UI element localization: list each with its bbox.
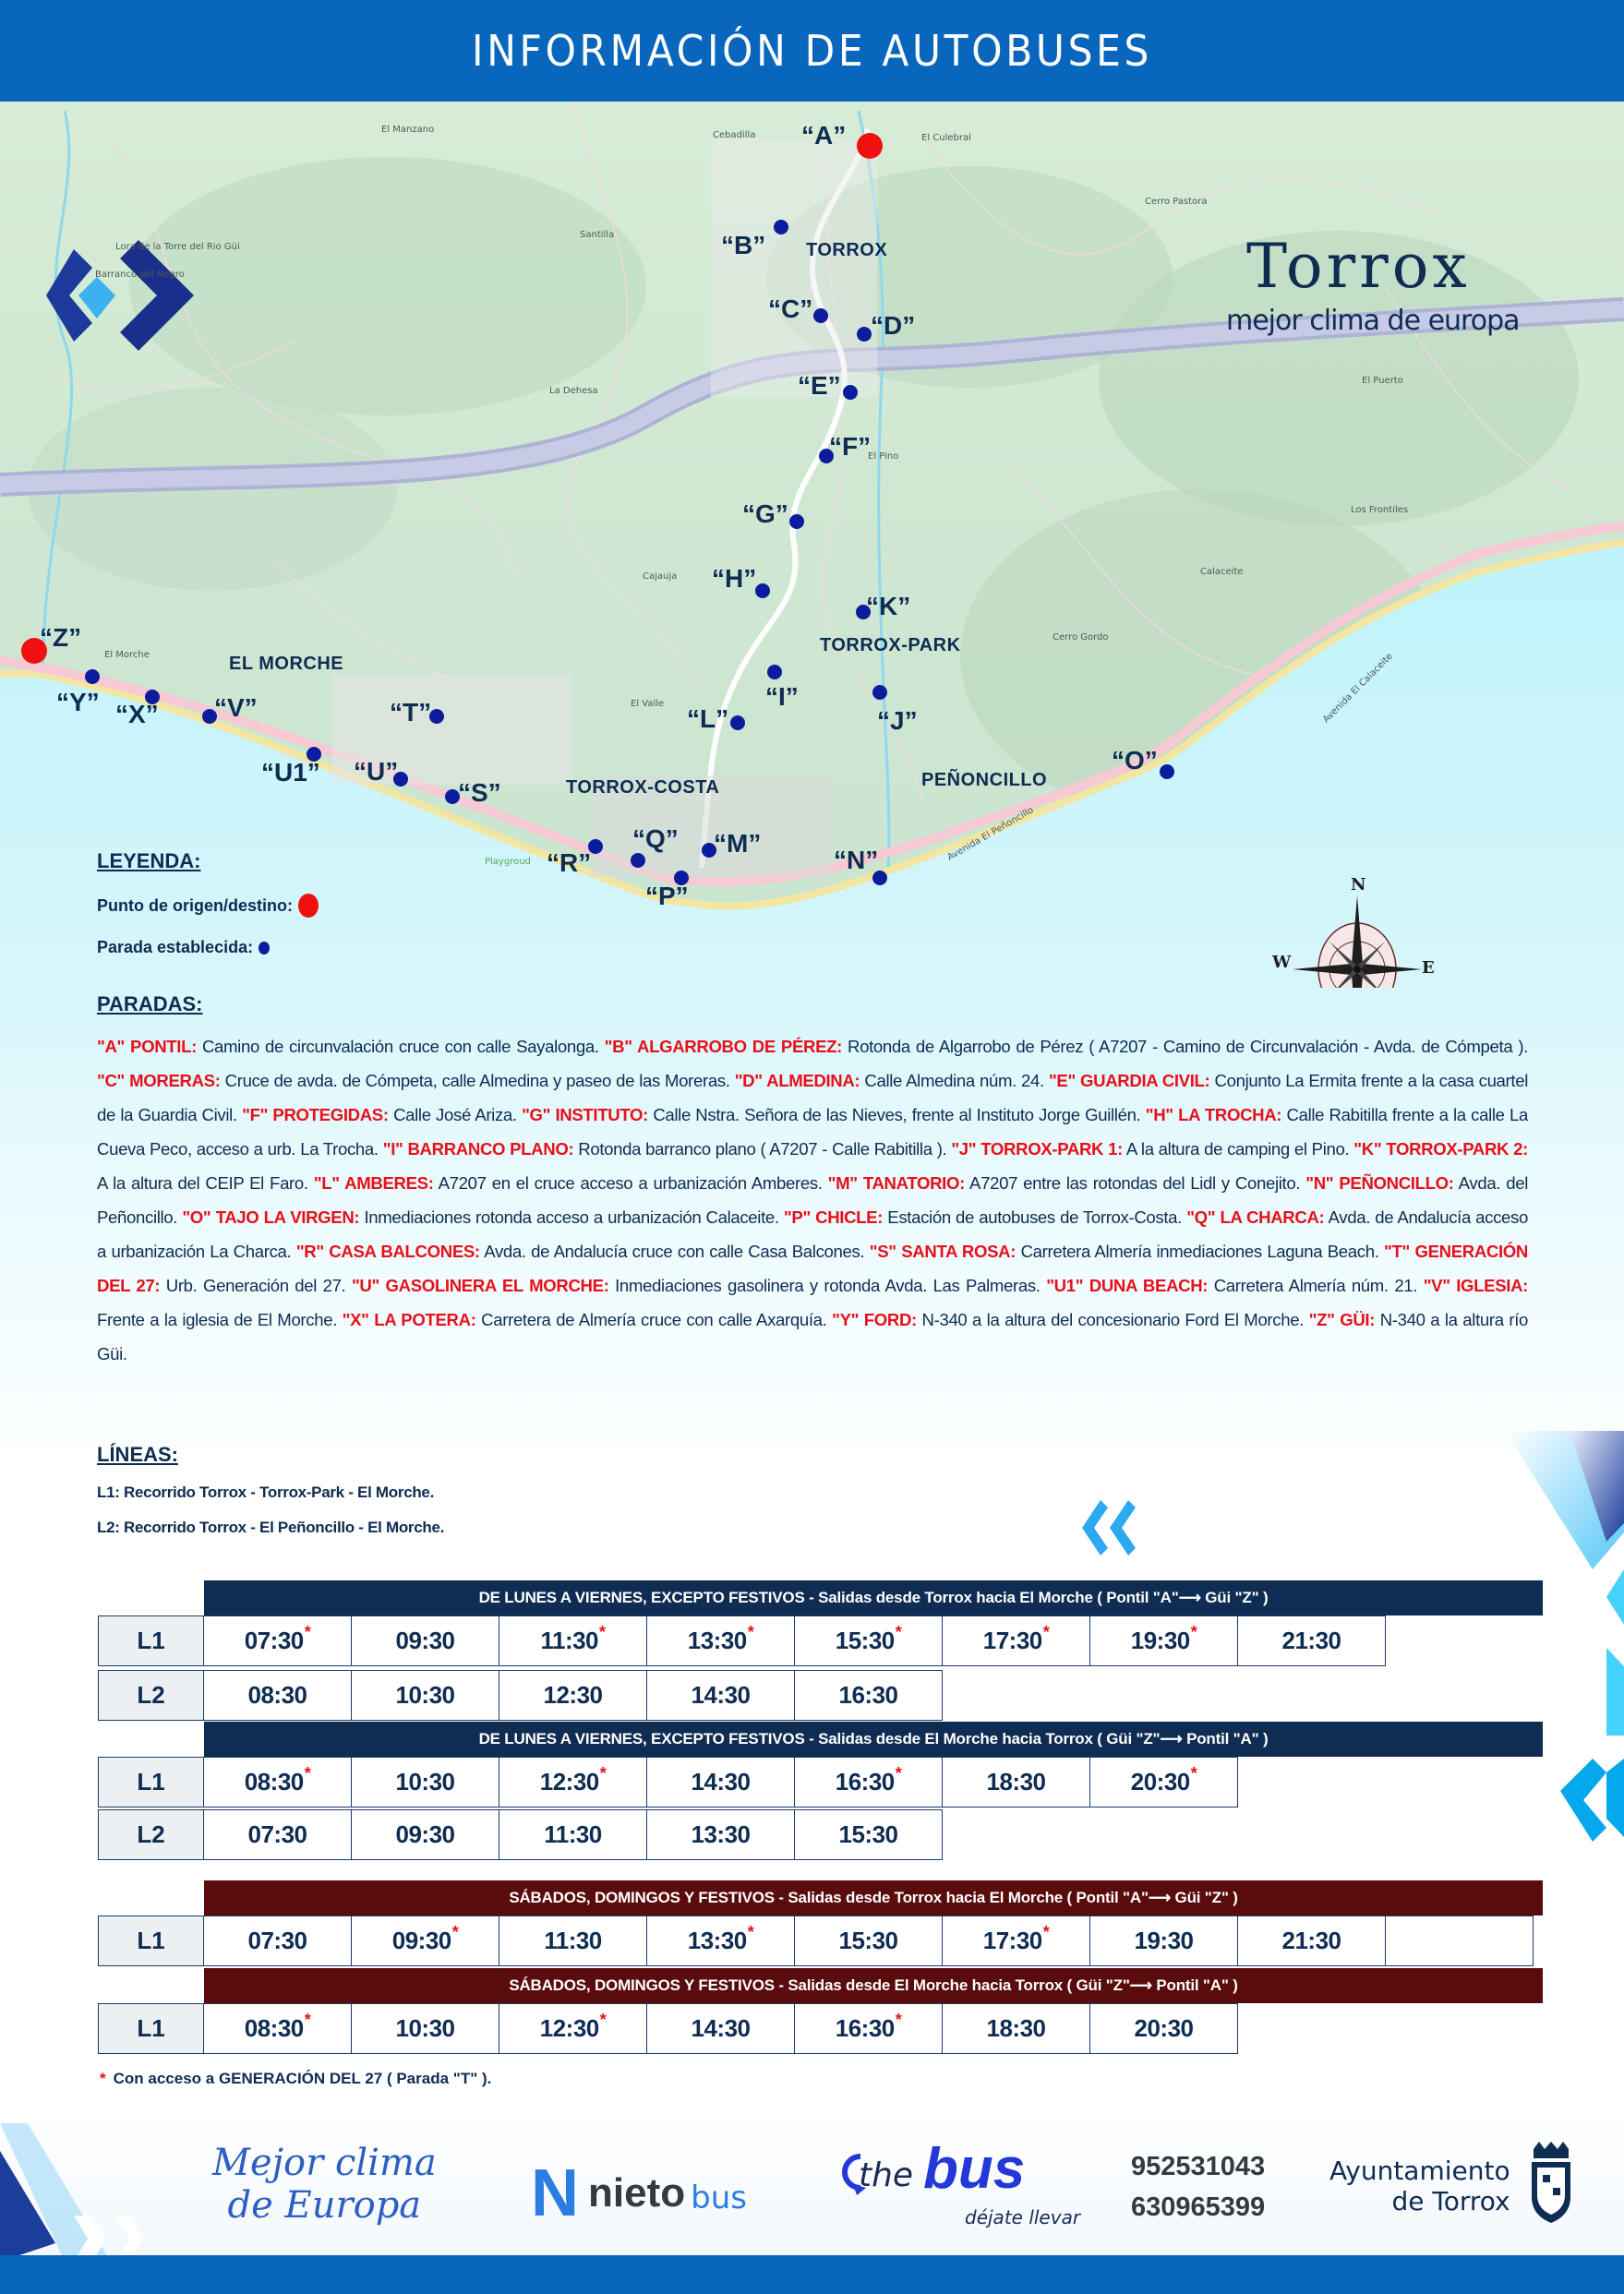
stop-description: Urb. Generación del 27.	[160, 1276, 352, 1295]
stop-label-q: “Q”	[632, 824, 679, 853]
stop-marker-o[interactable]	[1160, 764, 1174, 779]
time-value: 14:30	[691, 2014, 751, 2042]
footer-bar	[0, 2255, 1624, 2294]
departure-time	[795, 1916, 943, 1966]
departure-time	[352, 1757, 499, 1808]
departure-time	[204, 1670, 352, 1721]
stop-code: "V" IGLESIA:	[1423, 1276, 1529, 1295]
stop-description: Inmediaciones gasolinera y rotonda Avda. Las Palmeras.	[608, 1276, 1047, 1295]
departure-time	[795, 1670, 943, 1721]
line-desc: Recorrido Torrox - El Peñoncillo - El Morche.	[119, 1519, 445, 1536]
stop-description: Rotonda de Algarrobo de Pérez ( A7207 - Camino de Circunvalación - Avda. de Cómpeta ).	[842, 1037, 1528, 1056]
time-value: 18:30	[986, 2014, 1046, 2042]
lines-section	[97, 1443, 444, 1537]
time-value: 17:30	[982, 1927, 1042, 1954]
time-value: 21:30	[1281, 1627, 1341, 1654]
asterisk-icon: *	[304, 1623, 311, 1641]
place-label: El Morche	[104, 650, 150, 660]
stop-code: "Q" LA CHARCA:	[1186, 1207, 1325, 1227]
time-value: 07:30	[247, 1820, 307, 1848]
time-value: 09:30	[395, 1820, 455, 1848]
stop-marker-b[interactable]	[774, 220, 788, 234]
time-value: 18:30	[986, 1768, 1046, 1796]
stop-description: Carretera Almería núm. 21.	[1208, 1276, 1424, 1295]
time-value: 16:30	[835, 1768, 895, 1796]
stop-label-u1: “U1”	[261, 758, 320, 787]
asterisk-icon: *	[895, 2011, 902, 2029]
departure-time	[647, 1615, 795, 1666]
time-value: 21:30	[1281, 1927, 1341, 1954]
stop-code: "U" GASOLINERA EL MORCHE:	[351, 1276, 609, 1295]
place-label: Cebadilla	[713, 130, 756, 140]
stop-description: N-340 a la altura río Güi.	[97, 1310, 1528, 1363]
stop-dot-icon	[259, 942, 270, 955]
origin-dot-icon	[298, 894, 319, 918]
ayuntamiento-line-2: de Torrox	[1391, 2186, 1510, 2216]
place-label: El Puerto	[1362, 376, 1403, 386]
departure-time	[352, 1670, 499, 1721]
line-label: L2	[98, 1809, 204, 1860]
ayuntamiento-line-1: Ayuntamiento	[1329, 2156, 1510, 2186]
line-label: L1	[98, 1916, 204, 1966]
schedule-header: SÁBADOS, DOMINGOS Y FESTIVOS - Salidas desde El Morche hacia Torrox ( Güi "Z"⟶ Pontil "A" )	[204, 1968, 1543, 2003]
time-value: 08:30	[244, 2014, 304, 2042]
stop-description: Conjunto La Ermita frente a la casa cuartel de la Guardia Civil.	[97, 1071, 1528, 1124]
stop-label-l: “L”	[687, 704, 729, 733]
stop-marker-t[interactable]	[429, 709, 444, 724]
schedule-row	[98, 1670, 943, 1721]
stop-description: Avda. del Peñoncillo.	[97, 1173, 1529, 1227]
slogan-line-2: de Europa	[227, 2184, 422, 2227]
asterisk-icon: *	[304, 1764, 311, 1783]
stop-label-m: “M”	[714, 829, 762, 858]
departure-time	[499, 2003, 647, 2054]
schedule-row	[98, 2003, 1238, 2054]
asterisk-icon: *	[1042, 1623, 1050, 1641]
stop-label-e: “E”	[798, 371, 841, 400]
stop-code: "X" LA POTERA:	[342, 1310, 476, 1329]
place-label: Cerro Gordo	[1053, 632, 1109, 643]
place-label: Santilla	[580, 230, 615, 240]
stop-code: "K" TORROX-PARK 2:	[1353, 1139, 1528, 1159]
place-label: Calaceite	[1200, 567, 1244, 577]
departure-time	[647, 1809, 795, 1860]
place-label: Lora de la Torre del Rio Güi	[115, 242, 240, 252]
departure-time	[1090, 1615, 1238, 1666]
time-value: 14:30	[691, 1681, 751, 1709]
departure-time	[352, 1615, 499, 1666]
legend-stop	[97, 938, 319, 957]
departure-time	[204, 1809, 352, 1860]
place-label: La Dehesa	[549, 386, 598, 396]
stop-code: "J" TORROX-PARK 1:	[951, 1139, 1123, 1159]
departure-time	[647, 1757, 795, 1808]
departure-time	[499, 1916, 647, 1966]
stop-marker-q[interactable]	[631, 853, 645, 868]
departure-time	[499, 1670, 647, 1721]
stop-code: "A" PONTIL:	[97, 1037, 197, 1056]
stops-heading: PARADAS:	[97, 992, 203, 1015]
line-desc: Recorrido Torrox - Torrox-Park - El Morche.	[119, 1483, 435, 1501]
stop-label-x: “X”	[115, 700, 159, 728]
page-title: INFORMACIÓN DE AUTOBUSES	[471, 26, 1153, 76]
departure-time	[1238, 1615, 1386, 1666]
time-value: 10:30	[395, 2014, 455, 2042]
stop-label-s: “S”	[458, 778, 501, 807]
stops-section	[97, 992, 1528, 1371]
time-value: 17:30	[982, 1627, 1042, 1654]
nietobus-word: nieto	[588, 2170, 686, 2216]
time-value: 13:30	[691, 1820, 751, 1848]
stop-description: Estación de autobuses de Torrox-Costa.	[883, 1207, 1187, 1227]
time-value: 11:30	[544, 1820, 602, 1848]
asterisk-icon: *	[599, 2011, 607, 2029]
compass-e: E	[1422, 958, 1435, 978]
asterisk-icon: *	[451, 1923, 459, 1941]
place-label: Avenida El Calaceite	[1321, 651, 1395, 726]
stop-label-j: “J”	[877, 706, 918, 735]
stop-description: Avda. de Andalucía acceso a urbanización La Charca.	[97, 1207, 1528, 1261]
departure-time	[943, 1615, 1090, 1666]
compass-rose	[1272, 875, 1440, 988]
stop-description: Calle Almedina núm. 24.	[860, 1071, 1049, 1090]
asterisk-icon: *	[1190, 1764, 1197, 1783]
asterisk-icon: *	[895, 1764, 902, 1783]
line-code: L1:	[97, 1483, 120, 1501]
brand-tagline: mejor clima de europa	[1226, 305, 1520, 337]
stop-description: Carretera Almería inmediaciones Laguna Beach.	[1016, 1242, 1385, 1261]
timetable	[98, 1580, 1547, 2060]
footnote-text: Con acceso a GENERACIÓN DEL 27 ( Parada "T" ).	[113, 2070, 492, 2087]
time-value: 16:30	[838, 1681, 898, 1709]
legend-stop-label: Parada establecida:	[97, 938, 254, 956]
nietobus-mark: N	[531, 2156, 579, 2230]
footer-decorative-chevrons	[0, 2123, 185, 2262]
stop-description: N-340 a la altura del concesionario Ford El Morche.	[916, 1310, 1309, 1329]
stop-description: Calle José Ariza.	[388, 1105, 523, 1124]
stop-code: "U1" DUNA BEACH:	[1046, 1276, 1209, 1295]
stop-code: "E" GUARDIA CIVIL:	[1048, 1071, 1210, 1090]
stop-code: "T" GENERACIÓN DEL 27:	[97, 1242, 1528, 1295]
stop-code: "Y" FORD:	[832, 1310, 917, 1329]
stop-code: "F" PROTEGIDAS:	[242, 1105, 389, 1124]
phone-2[interactable]: 630965399	[1131, 2192, 1266, 2222]
stop-marker-y[interactable]	[85, 669, 100, 684]
lines-heading: LÍNEAS:	[97, 1443, 178, 1466]
departure-time	[499, 1615, 647, 1666]
departure-time	[795, 1809, 943, 1860]
line-label: L1	[98, 2003, 204, 2054]
area-label-torrox: TORROX	[806, 240, 888, 260]
stop-label-b: “B”	[721, 231, 766, 259]
departure-time	[647, 2003, 795, 2054]
line-l1-description	[97, 1483, 444, 1502]
departure-time	[499, 1757, 647, 1808]
stops-description	[97, 1029, 1528, 1371]
place-label: Los Frontiles	[1351, 505, 1409, 515]
time-value: 19:30	[1130, 1627, 1190, 1654]
departure-time	[795, 2003, 943, 2054]
stop-label-z: “Z”	[40, 623, 82, 652]
slogan-line-1: Mejor clima	[212, 2142, 437, 2184]
stop-label-p: “P”	[645, 882, 689, 910]
time-value: 09:30	[395, 1627, 455, 1654]
stop-code: "L" AMBERES:	[313, 1173, 434, 1193]
time-value: 15:30	[835, 1627, 895, 1654]
time-value: 20:30	[1130, 1768, 1190, 1796]
area-label-torrox-park: TORROX-PARK	[820, 635, 961, 655]
timetable-footnote	[100, 2070, 491, 2088]
stop-description: Cruce de avda. de Cómpeta, calle Almedina y paseo de las Moreras.	[220, 1071, 735, 1090]
compass-icon	[1274, 886, 1440, 988]
nietobus-logo	[531, 2156, 747, 2230]
municipal-logo-icon	[46, 240, 203, 351]
time-value: 10:30	[395, 1681, 455, 1709]
time-value: 10:30	[395, 1768, 455, 1796]
stop-code: "S" SANTA ROSA:	[869, 1242, 1017, 1261]
stop-description: Inmediaciones rotonda acceso a urbanización Calaceite.	[359, 1207, 784, 1227]
stop-description: Avda. de Andalucía cruce con calle Casa Balcones.	[479, 1242, 870, 1261]
thebus-bus: bus	[923, 2137, 1026, 2201]
area-label-torrox-costa: TORROX-COSTA	[566, 777, 720, 798]
departure-time	[204, 1916, 352, 1966]
brand-word: Torrox	[1246, 231, 1471, 302]
stop-label-n: “N”	[834, 846, 879, 874]
time-value: 16:30	[835, 2014, 895, 2042]
asterisk-icon: *	[1190, 1623, 1197, 1641]
departure-time	[647, 1916, 795, 1966]
coat-of-arms-icon	[1528, 2142, 1574, 2225]
stop-code: "I" BARRANCO PLANO:	[382, 1139, 574, 1159]
departure-time	[1090, 1757, 1238, 1808]
departure-time	[795, 1757, 943, 1808]
stop-code: "P" CHICLE:	[783, 1207, 884, 1227]
stop-description: Calle Nstra. Señora de las Nieves, frente al Instituto Jorge Guillén.	[647, 1105, 1146, 1124]
nietobus-bus: bus	[691, 2180, 747, 2216]
line-label: L1	[98, 1757, 204, 1808]
time-value: 14:30	[691, 1768, 751, 1796]
place-label: El Valle	[631, 699, 665, 709]
place-label: Cajauja	[643, 571, 678, 582]
stop-label-u: “U”	[354, 757, 399, 786]
stop-label-t: “T”	[390, 698, 432, 727]
departure-time	[943, 1757, 1090, 1808]
stop-label-a: “A”	[801, 121, 847, 150]
stop-description: A la altura del CEIP El Faro.	[97, 1173, 314, 1193]
place-label: El Manzano	[381, 125, 435, 135]
time-value: 13:30	[687, 1627, 747, 1654]
stop-code: "C" MORERAS:	[97, 1071, 221, 1090]
place-label: Barranco del Negro	[95, 270, 185, 280]
time-value: 15:30	[838, 1927, 898, 1954]
compass-n: N	[1351, 875, 1366, 895]
asterisk-icon: *	[599, 1623, 606, 1641]
asterisk-icon: *	[599, 1764, 607, 1783]
place-label: Cerro Pastora	[1145, 197, 1208, 207]
departure-time	[352, 1916, 499, 1966]
stop-label-i: “I”	[765, 682, 799, 711]
place-label: Avenida El Peñoncillo	[945, 805, 1036, 863]
departure-time	[943, 1916, 1090, 1966]
place-label: El Culebral	[921, 133, 971, 143]
stop-label-r: “R”	[547, 848, 592, 877]
compass-w: W	[1272, 953, 1292, 972]
stop-code: "O" TAJO LA VIRGEN:	[182, 1207, 360, 1227]
time-value: 15:30	[838, 1820, 898, 1848]
departure-time	[1238, 1916, 1386, 1966]
departure-time	[204, 1615, 352, 1666]
stop-description: Calle Rabitilla frente a la calle La Cueva Peco, acceso a urb. La Trocha.	[97, 1105, 1529, 1159]
legend-heading: LEYENDA:	[97, 849, 201, 872]
stop-marker-d[interactable]	[857, 327, 872, 342]
time-value: 08:30	[247, 1681, 307, 1709]
schedule-row	[98, 1809, 943, 1860]
schedule-row	[98, 1916, 1534, 1966]
stop-description: Frente a la iglesia de El Morche.	[97, 1310, 343, 1329]
stop-description: Carretera de Almería cruce con calle Axarquía.	[475, 1310, 833, 1329]
thebus-the: the	[859, 2156, 914, 2194]
empty-cell	[1386, 1916, 1534, 1966]
stop-marker-c[interactable]	[813, 308, 828, 323]
asterisk-icon: *	[1042, 1923, 1050, 1941]
thebus-logo	[840, 2132, 1117, 2234]
time-value: 09:30	[391, 1927, 451, 1954]
stop-marker-e[interactable]	[843, 385, 858, 400]
stop-marker-j[interactable]	[872, 685, 887, 700]
stop-code: "H" LA TROCHA:	[1145, 1105, 1282, 1124]
time-value: 11:30	[544, 1927, 602, 1954]
asterisk-icon: *	[100, 2070, 106, 2087]
stop-marker-h[interactable]	[755, 583, 770, 598]
stop-label-h: “H”	[712, 564, 757, 593]
time-value: 19:30	[1134, 1927, 1194, 1954]
stop-description: A7207 entre las rotondas del Lidl y Conejito.	[964, 1173, 1306, 1193]
legend-origin-label: Punto de origen/destino:	[97, 895, 293, 915]
stop-label-f: “F”	[829, 432, 872, 461]
area-label-el-morche: EL MORCHE	[229, 654, 344, 674]
line-code: L2:	[97, 1519, 120, 1536]
departure-time	[352, 2003, 499, 2054]
stop-description: A la altura de camping el Pino.	[1122, 1139, 1354, 1159]
stop-label-g: “G”	[742, 499, 788, 528]
time-value: 12:30	[539, 2014, 599, 2042]
stop-code: "B" ALGARROBO DE PÉREZ:	[604, 1037, 842, 1056]
stop-marker-a[interactable]	[857, 133, 883, 159]
torrox-brand-logo	[1219, 231, 1570, 351]
stop-marker-i[interactable]	[767, 665, 782, 679]
departure-time	[795, 1615, 943, 1666]
schedule-row	[98, 1615, 1386, 1666]
departure-time	[943, 2003, 1090, 2054]
line-l2-description	[97, 1519, 444, 1537]
stop-label-y: “Y”	[56, 688, 100, 716]
schedule-header: DE LUNES A VIERNES, EXCEPTO FESTIVOS - Salidas desde Torrox hacia El Morche ( Pontil "A"⟶ Güi "Z" )	[204, 1580, 1543, 1615]
phone-1[interactable]: 952531043	[1131, 2152, 1266, 2181]
contact-phones	[1131, 2146, 1265, 2228]
stop-marker-g[interactable]	[789, 514, 804, 529]
stop-label-v: “V”	[214, 693, 258, 722]
stop-marker-l[interactable]	[730, 715, 745, 730]
line-label: L1	[98, 1615, 204, 1666]
schedule-header: SÁBADOS, DOMINGOS Y FESTIVOS - Salidas desde Torrox hacia El Morche ( Pontil "A"⟶ Güi "Z" )	[204, 1880, 1543, 1916]
line-label: L2	[98, 1670, 204, 1721]
stop-code: "D" ALMEDINA:	[734, 1071, 860, 1090]
time-value: 11:30	[540, 1627, 599, 1654]
thebus-tagline: déjate llevar	[965, 2206, 1081, 2228]
stop-label-d: “D”	[871, 311, 916, 340]
departure-time	[1090, 2003, 1238, 2054]
stop-code: "G" INSTITUTO:	[522, 1105, 648, 1124]
time-value: 12:30	[543, 1681, 603, 1709]
time-value: 20:30	[1134, 2014, 1194, 2042]
double-chevron-icon	[1080, 1495, 1154, 1560]
stop-label-c: “C”	[768, 294, 813, 323]
departure-time	[1090, 1916, 1238, 1966]
time-value: 08:30	[244, 1768, 304, 1796]
legend-origin	[97, 894, 319, 918]
stop-code: "Z" GÜI:	[1308, 1310, 1376, 1329]
departure-time	[204, 2003, 352, 2054]
asterisk-icon: *	[747, 1623, 754, 1641]
asterisk-icon: *	[747, 1923, 754, 1941]
schedule-header: DE LUNES A VIERNES, EXCEPTO FESTIVOS - Salidas desde El Morche hacia Torrox ( Güi "Z"⟶ Pontil "A" )	[204, 1722, 1543, 1757]
time-value: 07:30	[244, 1627, 304, 1654]
departure-time	[499, 1809, 647, 1860]
area-label-penoncillo: PEÑONCILLO	[921, 770, 1048, 790]
place-label: El Pino	[868, 451, 899, 462]
departure-time	[352, 1809, 499, 1860]
header-banner	[0, 0, 1624, 102]
stop-description: Rotonda barranco plano ( A7207 - Calle Rabitilla ).	[573, 1139, 952, 1159]
stop-code: "M" TANATORIO:	[827, 1173, 965, 1193]
stop-description: Camino de circunvalación cruce con calle Sayalonga.	[196, 1037, 605, 1056]
stop-label-k: “K”	[866, 592, 911, 620]
time-value: 07:30	[247, 1927, 307, 1954]
stop-code: "N" PEÑONCILLO:	[1305, 1173, 1454, 1193]
place-label: Playgroud	[485, 857, 531, 867]
schedule-row	[98, 1757, 1238, 1808]
asterisk-icon: *	[304, 2011, 311, 2029]
departure-time	[647, 1670, 795, 1721]
time-value: 12:30	[539, 1768, 599, 1796]
stop-code: "R" CASA BALCONES:	[295, 1242, 480, 1261]
stop-label-o: “O”	[1112, 746, 1158, 775]
stop-description: A7207 en el cruce acceso a urbanización Amberes.	[433, 1173, 828, 1193]
departure-time	[204, 1757, 352, 1808]
legend	[97, 849, 319, 957]
time-value: 13:30	[687, 1927, 747, 1954]
asterisk-icon: *	[895, 1623, 902, 1641]
ayuntamiento-logo	[1329, 2156, 1510, 2216]
slogan-logo	[212, 2142, 437, 2227]
